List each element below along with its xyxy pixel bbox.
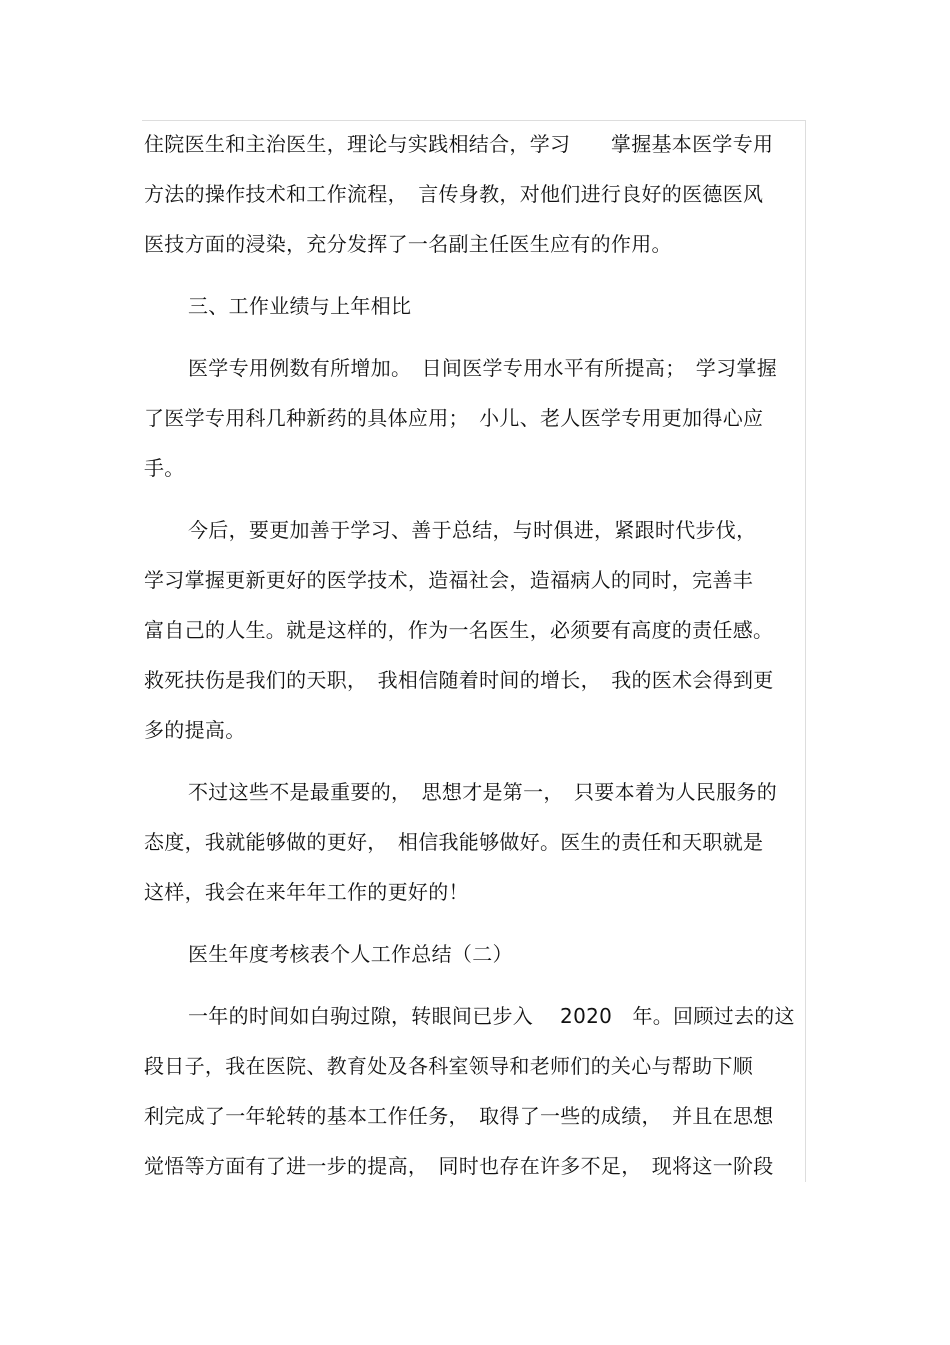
text-line: 觉悟等方面有了进一步的提高， 同时也存在许多不足， 现将这一阶段 (144, 1154, 774, 1178)
text-line: 一年的时间如白驹过隙，转眼间已步入 2020 年。回顾过去的这 (188, 1004, 795, 1028)
text-line: 医技方面的浸染，充分发挥了一名副主任医生应有的作用。 (144, 232, 672, 256)
section-heading: 医生年度考核表个人工作总结（二） (188, 942, 513, 966)
text-line: 利完成了一年轮转的基本工作任务， 取得了一些的成绩， 并且在思想 (144, 1104, 774, 1128)
text-line: 手。 (144, 456, 185, 480)
text-line: 住院医生和主治医生，理论与实践相结合，学习 掌握基本医学专用 (144, 132, 774, 156)
text-line: 学习掌握更新更好的医学技术，造福社会，造福病人的同时，完善丰 (144, 568, 753, 592)
text-line: 这样，我会在来年年工作的更好的！ (144, 880, 469, 904)
text-line: 态度，我就能够做的更好， 相信我能够做好。医生的责任和天职就是 (144, 830, 764, 854)
text-line: 段日子，我在医院、教育处及各科室领导和老师们的关心与帮助下顺 (144, 1054, 753, 1078)
text-line: 方法的操作技术和工作流程， 言传身教，对他们进行良好的医德医风 (144, 182, 764, 206)
section-heading: 三、工作业绩与上年相比 (188, 294, 412, 318)
text-line: 不过这些不是最重要的， 思想才是第一， 只要本着为人民服务的 (188, 780, 777, 804)
text-line: 今后，要更加善于学习、善于总结，与时俱进，紧跟时代步伐， (188, 518, 757, 542)
text-line: 富自己的人生。就是这样的，作为一名医生，必须要有高度的责任感。 (144, 618, 774, 642)
text-line: 多的提高。 (144, 718, 246, 742)
text-line: 了医学专用科几种新药的具体应用； 小儿、老人医学专用更加得心应 (144, 406, 764, 430)
text-line: 救死扶伤是我们的天职， 我相信随着时间的增长， 我的医术会得到更 (144, 668, 774, 692)
text-line: 医学专用例数有所增加。 日间医学专用水平有所提高； 学习掌握 (188, 356, 777, 380)
